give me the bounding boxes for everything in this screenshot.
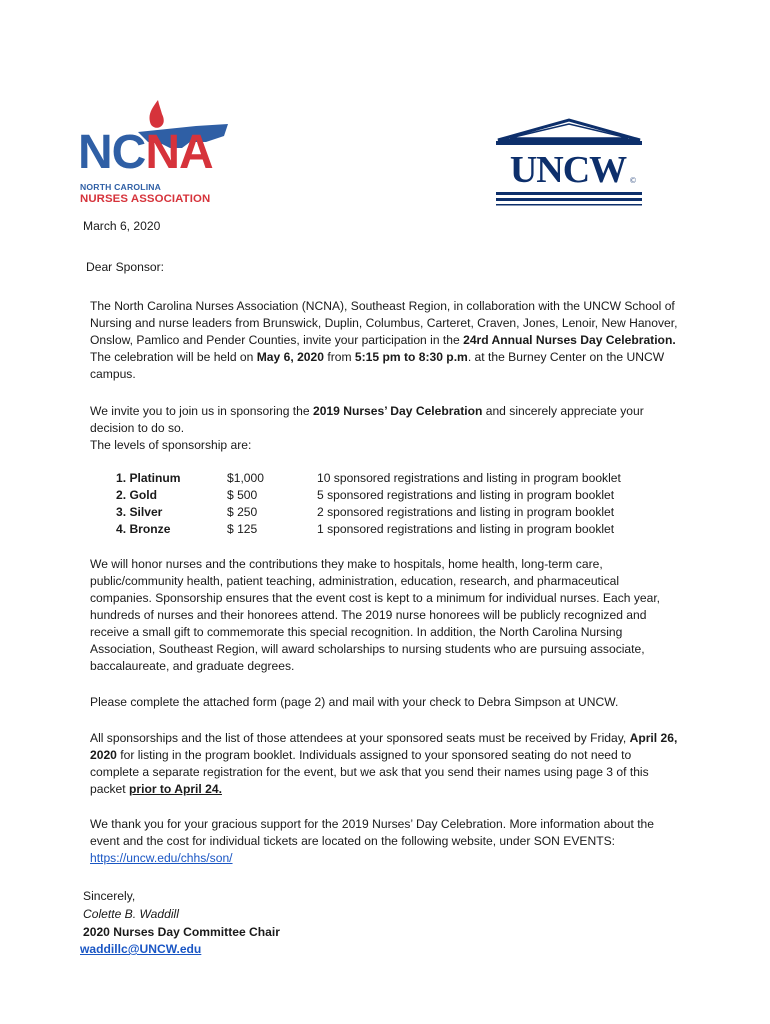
levels-intro: The levels of sponsorship are: (90, 438, 252, 452)
ncna-logo (78, 96, 248, 208)
uncw-registered-mark: © (630, 176, 637, 185)
signer-name: Colette B. Waddill (83, 907, 179, 921)
level-amount: $ 250 (227, 505, 258, 519)
level-name: 3. Silver (116, 505, 163, 519)
level-amount: $1,000 (227, 471, 264, 485)
sponsorship-levels-list (116, 470, 676, 538)
level-description: 1 sponsored registrations and listing in program booklet (317, 522, 615, 536)
closing-sincerely: Sincerely, (83, 889, 136, 903)
salutation: Dear Sponsor: (86, 260, 164, 274)
level-description: 5 sponsored registrations and listing in program booklet (317, 488, 615, 502)
level-description: 10 sponsored registrations and listing in program booklet (317, 471, 621, 485)
paragraph-thanks: We thank you for your gracious support for the 2019 Nurses’ Day Celebration. More information about the event and the cost for individual tickets are located on the following website, under SON EVENTS: https://uncw.edu/chhs/son/ (90, 817, 655, 865)
paragraph-deadline: All sponsorships and the list of those attendees at your sponsored seats must be received by Friday, April 26, 2020 for listing in the program booklet. Individuals assigned to your sponsored seating do not need to complete a separate registration for the event, but we ask that you send their names using page 3 of this packet prior to April 24. (90, 731, 678, 796)
uncw-wordmark: UNCW (509, 149, 627, 191)
list-item (116, 470, 676, 487)
level-name: 4. Bronze (116, 522, 171, 536)
ncna-subtitle-line1: NORTH CAROLINA (80, 182, 162, 192)
level-amount: $ 500 (227, 488, 258, 502)
paragraph-sponsorship: We invite you to join us in sponsoring the 2019 Nurses’ Day Celebration and sincerely appreciate your decision to do so. (90, 404, 644, 435)
signer-email-link[interactable]: waddillc@UNCW.edu (80, 942, 202, 956)
ncna-subtitle-line2: NURSES ASSOCIATION (80, 193, 211, 205)
level-description: 2 sponsored registrations and listing in program booklet (317, 505, 615, 519)
paragraph-honor: We will honor nurses and the contributions they make to hospitals, home health, long-term care, public/community health, patient teaching, administration, education, research, and pharmaceutical companies. Sponsorship ensures that the event cost is kept to a minimum for individual nurses. Each year, hundreds of nurses and their honorees attend. The 2019 nurse honorees will be publicly recognized and receive a small gift to commemorate this special recognition. In addition, the North Carolina Nursing Association, Southeast Region, will award scholarships to nursing students who are pursuing associate, baccalaureate, and graduate degrees. (90, 557, 661, 673)
level-amount: $ 125 (227, 522, 258, 536)
website-link[interactable]: https://uncw.edu/chhs/son/ (90, 851, 233, 865)
list-item (116, 487, 676, 504)
letter-date: March 6, 2020 (83, 219, 161, 233)
paragraph-form: Please complete the attached form (page 2) and mail with your check to Debra Simpson at UNCW. (90, 695, 619, 709)
list-item (116, 504, 676, 521)
level-name: 1. Platinum (116, 471, 181, 485)
list-item (116, 521, 676, 538)
paragraph-invitation: The North Carolina Nurses Association (NCNA), Southeast Region, in collaboration with the UNCW School of Nursing and nurse leaders from Brunswick, Duplin, Columbus, Carteret, Craven, Jones, Lenoir, New Hanover, Onslow, Pamlico and Pender Counties, invite your participation in the 24rd Annual Nurses Day Celebration. The celebration will be held on May 6, 2020 from 5:15 pm to 8:30 p.m. at the Burney Center on the UNCW campus. (90, 299, 678, 381)
uncw-logo (490, 118, 648, 208)
ncna-wordmark: NCNA (78, 126, 213, 179)
signer-title: 2020 Nurses Day Committee Chair (83, 925, 280, 939)
level-name: 2. Gold (116, 488, 157, 502)
